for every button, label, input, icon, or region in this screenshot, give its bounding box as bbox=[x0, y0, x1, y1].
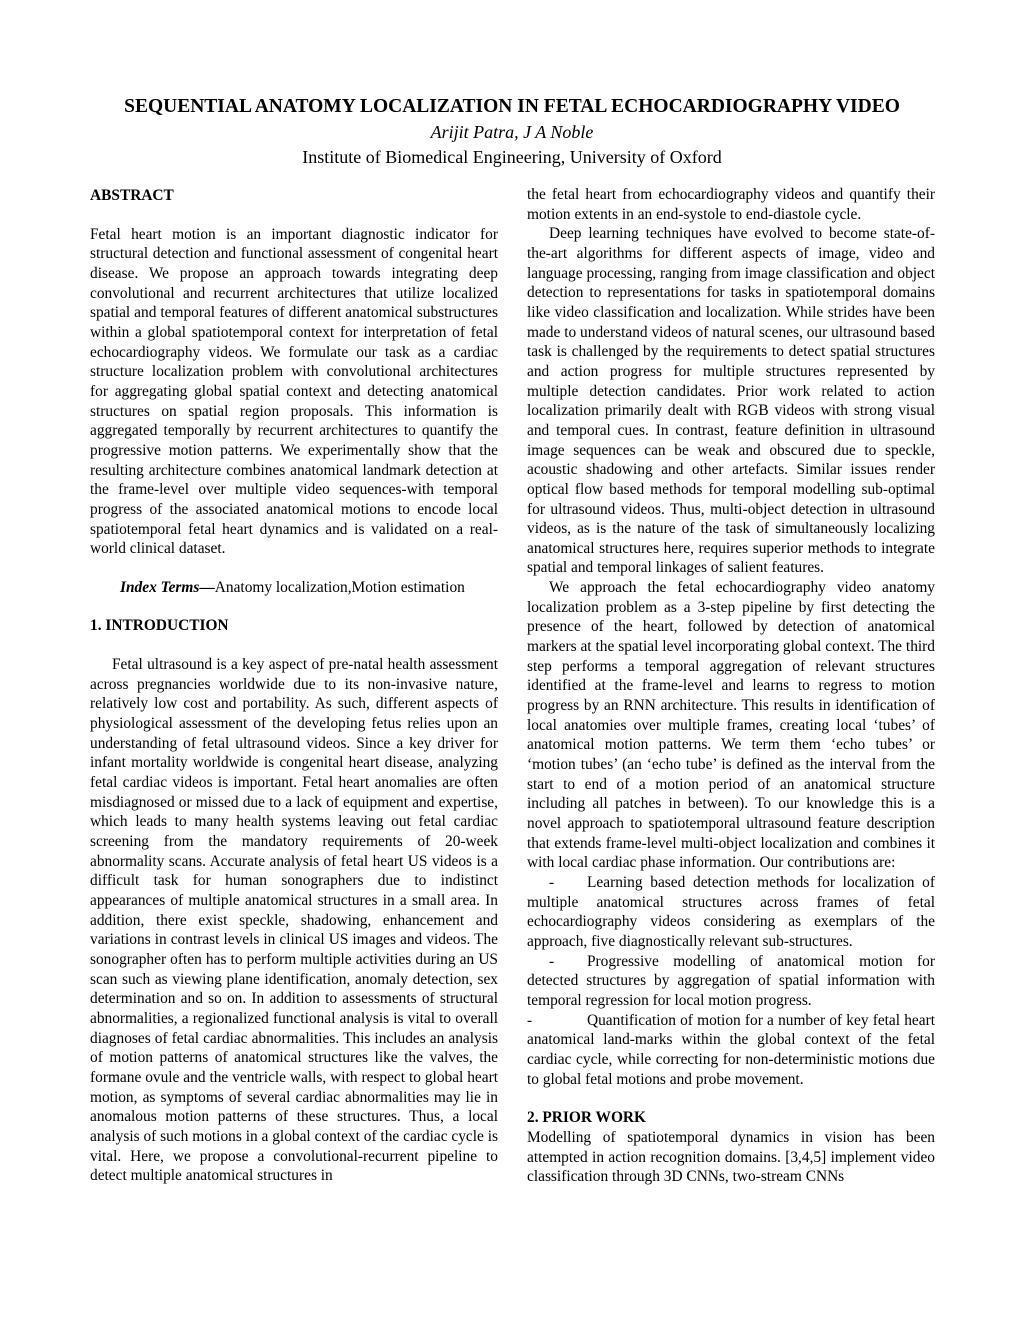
left-column bbox=[90, 184, 498, 1186]
prior-work-text: Modelling of spatiotemporal dynamics in vision has been attempted in action recognition domains. [3,4,5] implement video classification through 3D CNNs, two-stream CNNs bbox=[527, 1128, 935, 1186]
introduction-paragraph-1: Fetal ultrasound is a key aspect of pre-natal health assessment across pregnancies worldwide due to its non-invasive nature, relatively low cost and portability. As such, different aspects of physiological assessment of the developing fetus relies upon an understanding of fetal ultrasound videos. Since a key driver for infant mortality worldwide is congenital heart disease, analyzing fetal cardiac videos is important. Fetal heart anomalies are often misdiagnosed or missed due to a lack of equipment and expertise, which leads to many health systems leaving out fetal cardiac screening from the mandatory requirements of 20-week abnormality scans. Accurate analysis of fetal heart US videos is a difficult task for human sonographers due to indistinct appearances of multiple anatomical structures in a small area. In addition, there exist speckle, shadowing, enhancement and variations in contrast levels in clinical US images and videos. The sonographer often has to perform multiple activities during an US scan such as viewing plane identification, anomaly detection, sex determination and so on. In addition to assessments of structural abnormalities, a regionalized functional analysis is vital to overall diagnoses of fetal cardiac abnormalities. This includes an analysis of motion patterns of anatomical structures like the valves, the formane ovule and the ventricle walls, with respect to global heart motion, as symptoms of several cardiac abnormalities may lie in anomalous motion patterns of these structures. Thus, a local analysis of such motions in a global context of the cardiac cycle is vital. Here, we propose a convolutional-recurrent pipeline to detect multiple anatomical structures in bbox=[90, 656, 498, 1185]
introduction-paragraph-3: We approach the fetal echocardiography video anatomy localization problem as a 3-step pipeline by first detecting the presence of the heart, followed by detection of anatomical markers at the spatial level incorporating global context. The third step performs a temporal aggregation of relevant structures identified at the frame-level and learns to regress to motion progress by an RNN architecture. This results in identification of local anatomies over multiple frames, creating local ‘tubes’ of anatomical motion patterns. We term them ‘echo tubes’ or ‘motion tubes’ (an ‘echo tube’ is defined as the interval from the start to end of a motion period of an anatomical structure including all patches in between). To our knowledge this is a novel approach to spatiotemporal ultrasound feature description that extends frame-level multi-object localization and combines it with local cardiac phase information. Our contributions are: bbox=[527, 579, 935, 872]
right-column bbox=[527, 185, 935, 1187]
paper-authors: Arijit Patra, J A Noble bbox=[430, 122, 594, 142]
abstract-text: Fetal heart motion is an important diagnostic indicator for structural detection and functional assessment of congenital heart disease. We propose an approach towards integrating deep convolutional and recurrent architectures that utilize localized spatial and temporal features of different anatomical substructures within a global spatiotemporal context for interpretation of fetal echocardiography videos. We formulate our task as a cardiac structure localization problem with convolutional architectures for aggregating global spatial context and detecting anatomical structures on spatial region proposals. This information is aggregated temporally by recurrent architectures to quantify the progressive motion patterns. We experimentally show that the resulting architecture combines anatomical landmark detection at the frame-level over multiple video sequences-with temporal progress of the associated anatomical motions to encode local spatiotemporal fetal heart dynamics and is validated on a real-world clinical dataset. bbox=[90, 225, 498, 558]
abstract-heading: ABSTRACT bbox=[90, 187, 174, 204]
bullet-dash: - bbox=[549, 952, 555, 970]
introduction-heading: 1. INTRODUCTION bbox=[90, 617, 229, 635]
index-terms bbox=[90, 578, 498, 598]
bullet-dash: - bbox=[527, 1011, 533, 1029]
bullet-dash: - bbox=[549, 873, 555, 891]
paper-title: SEQUENTIAL ANATOMY LOCALIZATION IN FETAL ECHOCARDIOGRAPHY VIDEO bbox=[124, 96, 900, 117]
contribution-item-3 bbox=[527, 1011, 935, 1090]
paper-header bbox=[0, 94, 1024, 170]
introduction-paragraph-2: Deep learning techniques have evolved to become state-of-the-art algorithms for different aspects of image, video and language processing, ranging from image classification and object detection to representations for tasks in spatiotemporal domains like video classification and localization. While strides have been made to understand videos of natural scenes, our ultrasound based task is challenged by the requirements to detect spatial structures and action progress for multiple structures represented by multiple detection candidates. Prior work related to action localization primarily dealt with RGB videos with strong visual and temporal cues. In contrast, feature definition in ultrasound image sequences can be weak and obscured due to speckle, acoustic shadowing and other artefacts. Similar issues render optical flow based methods for temporal modelling sub-optimal for ultrasound videos. Thus, multi-object detection in ultrasound videos, as is the nature of the task of simultaneously localizing anatomical structures here, requires superior methods to integrate spatial and temporal linkages of salient features. bbox=[527, 225, 935, 577]
introduction-paragraph-1-continued: the fetal heart from echocardiography videos and quantify their motion extents in an end-systole to end-diastole cycle. bbox=[527, 186, 935, 223]
prior-work-heading: 2. PRIOR WORK bbox=[527, 1109, 646, 1127]
contribution-item-1 bbox=[527, 873, 935, 952]
index-terms-text: Anatomy localization,Motion estimation bbox=[214, 578, 465, 596]
contribution-item-2 bbox=[527, 952, 935, 1011]
contribution-text: Learning based detection methods for localization of multiple anatomical structures across frames of fetal echocardiography videos considering as exemplars of the approach, five diagnostically relevant sub-structures. bbox=[527, 873, 935, 950]
index-terms-separator: — bbox=[199, 578, 215, 596]
contribution-text: Quantification of motion for a number of key fetal heart anatomical land-marks within the global context of the fetal cardiac cycle, while correcting for non-deterministic motions due to global fetal motions and probe movement. bbox=[527, 1011, 935, 1088]
paper-affiliation: Institute of Biomedical Engineering, University of Oxford bbox=[302, 147, 722, 167]
index-terms-label: Index Terms bbox=[120, 578, 200, 596]
contribution-text: Progressive modelling of anatomical motion for detected structures by aggregation of spatial information with temporal regression for local motion progress. bbox=[527, 952, 935, 1009]
